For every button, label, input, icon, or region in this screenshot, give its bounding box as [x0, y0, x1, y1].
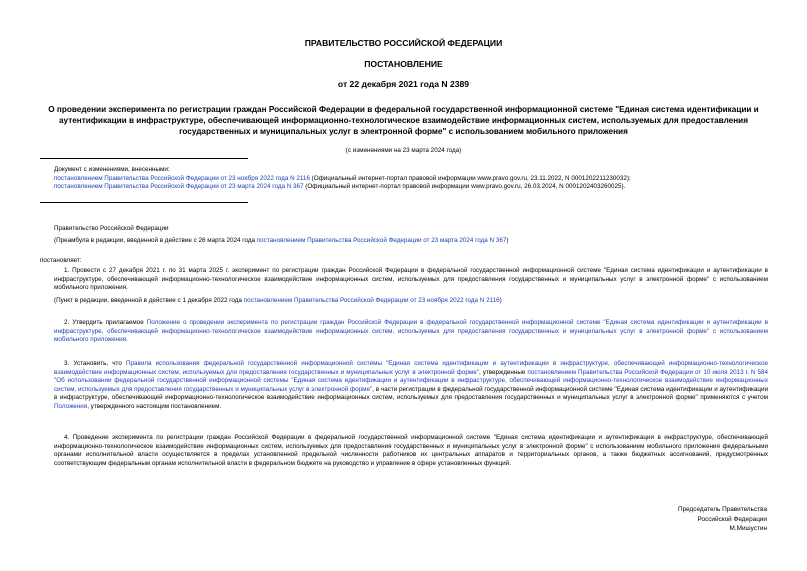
doc-change-item	[54, 175, 774, 184]
preamble-note-suffix: )	[506, 237, 509, 244]
p2-regulation-link[interactable]: Положение о проведении эксперимента по регистрации граждан Российской Федерации в федеральной государственной информационной системе "Единая система идентификации и аутентификации в инфраструктуре, обеспечивающей информационно-технологическое взаимодействие информационных систем, используемых для предоставления государственных и муниципальных услуг в электронной форме" с использованием мобильного приложения	[54, 319, 768, 344]
divider-top	[40, 158, 248, 159]
paragraph-2	[54, 319, 768, 345]
doc-change-source: (Официальный интернет-портал правовой информации www.pravo.gov.ru, 26.03.2024, N 0001202403260025).	[303, 183, 626, 190]
doc-change-item	[54, 183, 774, 192]
doc-change-source: (Официальный интернет-портал правовой информации www.pravo.gov.ru, 23.11.2022, N 0001202211230032);	[309, 174, 631, 182]
doc-changes-block	[54, 166, 774, 192]
preamble-note	[54, 237, 772, 246]
p3-mid2: , в части регистрации в федеральной государственной информационной системе "Единая система идентификации и аутентификации в инфраструктуре, обеспечивающей информационно-технологическое взаимодействие информационных систем, используемых для предоставления государственных и муниципальных услуг в электронной форме" применяются с учетом	[54, 385, 769, 402]
signature-block	[678, 505, 767, 534]
date-number-heading: от 22 декабря 2021 года N 2389	[337, 79, 470, 89]
signature-name: М.Мишустин	[729, 525, 767, 532]
government-heading: ПРАВИТЕЛЬСТВО РОССИЙСКОЙ ФЕДЕРАЦИИ	[304, 38, 503, 48]
doc-type-heading: ПОСТАНОВЛЕНИЕ	[364, 59, 443, 69]
doc-changes-intro: Документ с изменениями, внесенными:	[54, 166, 170, 173]
p2-suffix: .	[126, 336, 128, 344]
decree-word: постановляет:	[40, 257, 82, 264]
p1-note-prefix: (Пункт в редакции, введенной в действие с 1 декабря 2022 года	[54, 297, 244, 304]
doc-change-link-367[interactable]: постановлением Правительства Российской Федерации от 23 марта 2024 года N 367	[54, 183, 304, 190]
preamble-note-prefix: (Преамбула в редакции, введенной в действие с 26 марта 2024 года	[54, 237, 257, 244]
signature-body: Российской Федерации	[697, 515, 767, 523]
divider-bottom	[40, 202, 248, 203]
doc-change-link-2116[interactable]: постановлением Правительства Российской Федерации от 23 ноября 2022 года N 2116	[54, 174, 310, 182]
p3-decree-584-link[interactable]: постановлением Правительства Российской Федерации от 10 июля 2013 г. N 584 "Об использовании федеральной государственной информационной системы "Единая система идентификации и аутентификации в инфраструктуре, обеспечивающей информационно-технологическое взаимодействие информационных систем, используемых для предоставления государственных и муниципальных услуг в электронной форме"	[54, 368, 768, 393]
p3-rules-link[interactable]: Правила использования федеральной государственной информационной системы "Единая система идентификации и аутентификации в инфраструктуре, обеспечивающей информационно-технологическое взаимодействие информационных систем, используемых для предоставления государственных и муниципальных услуг в электронной форме"	[54, 360, 768, 376]
signature-position: Председатель Правительства	[678, 506, 767, 513]
p1-note-link[interactable]: постановлением Правительства Российской Федерации от 23 ноября 2022 года N 2116	[243, 297, 500, 304]
preamble-issuer: Правительство Российской Федерации	[54, 225, 169, 232]
document-title: О проведении эксперимента по регистрации граждан Российской Федерации в федеральной государственной информационной системе "Единая система идентификации и аутентификации в инфраструктуре, обеспечивающей информационно-технологическое взаимодействие информационных систем, используемых для предоставления государственных и муниципальных услуг в электронной форме" с использованием мобильного приложения	[48, 105, 759, 136]
preamble-note-link[interactable]: постановлением Правительства Российской Федерации от 23 марта 2024 года N 367	[256, 237, 507, 244]
p3-mid1: , утвержденные	[478, 368, 528, 376]
paragraph-1-note	[54, 297, 768, 306]
paragraph-4: 4. Проведение эксперимента по регистрации граждан Российской Федерации в федеральной государственной информационной системе "Единая система идентификации и аутентификации в инфраструктуре, обеспечивающей информационно-технологическое взаимодействие информационных систем, используемых для предоставления государственных и муниципальных услуг в электронной форме" с использованием мобильного приложения федеральными органами исполнительной власти осуществляется в пределах установленной предельной численности работников их центральных аппаратов и территориальных органов, а также бюджетных ассигнований, предусмотренных соответствующим федеральным органам исполнительной власти в федеральном бюджете на руководство и управление в сфере установленных функций.	[54, 434, 768, 467]
p3-regulation-link[interactable]: Положения	[54, 402, 88, 410]
paragraph-1: 1. Провести с 27 декабря 2021 г. по 31 марта 2025 г. эксперимент по регистрации граждан Российской Федерации в федеральной государственной информационной системе "Единая система идентификации и аутентификации в инфраструктуре, обеспечивающей информационно-технологическое взаимодействие информационных систем, используемых для предоставления государственных и муниципальных услуг в электронной форме" с использованием мобильного приложения.	[54, 267, 768, 292]
p3-suffix: , утвержденного настоящим постановлением.	[87, 402, 222, 410]
editions-note: (с изменениями на 23 марта 2024 года)	[345, 147, 462, 154]
p3-prefix: 3. Установить, что	[64, 360, 126, 367]
p2-prefix: 2. Утвердить прилагаемое	[64, 319, 147, 326]
paragraph-3	[54, 360, 768, 412]
p1-note-suffix: )	[499, 297, 502, 304]
